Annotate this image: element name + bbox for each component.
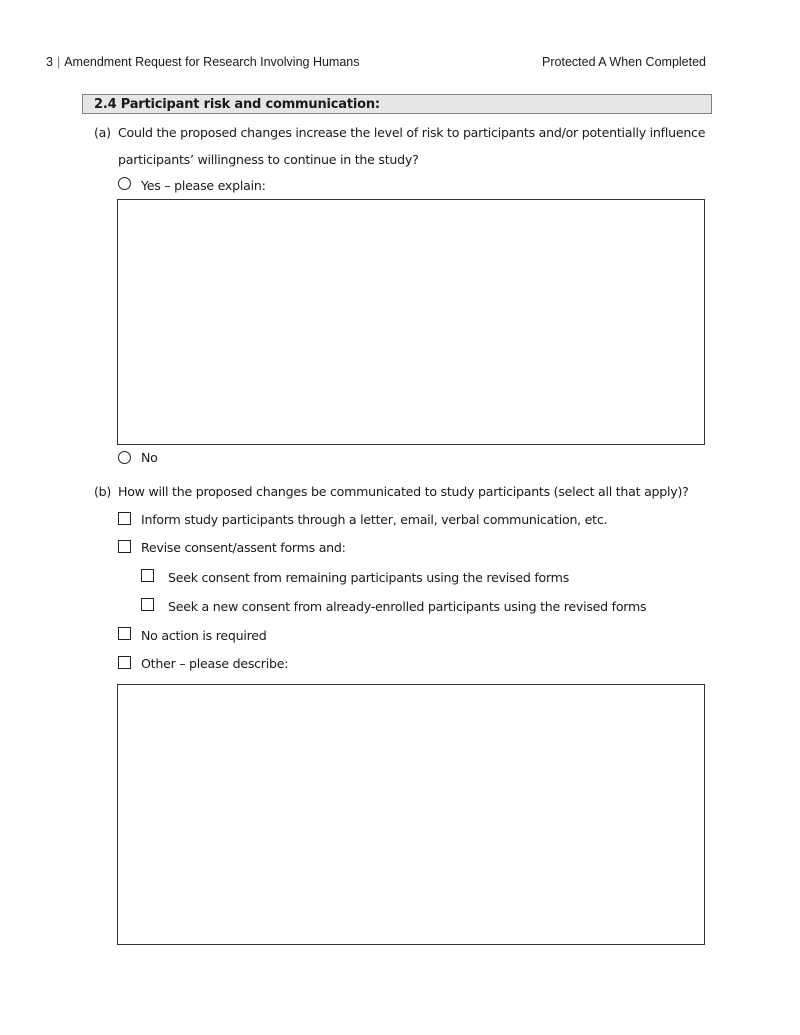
yes-option-label: Yes – please explain: <box>141 178 266 193</box>
question-a-label: (a) <box>94 125 111 140</box>
other-option-label: Other – please describe: <box>141 656 289 671</box>
question-a-text-line2: participants’ willingness to continue in the study? <box>118 152 419 167</box>
seek-new-checkbox[interactable] <box>141 598 154 611</box>
yes-explanation-textbox[interactable] <box>117 199 705 445</box>
seek-remaining-checkbox[interactable] <box>141 569 154 582</box>
header-left <box>46 55 360 69</box>
classification-label: Protected A When Completed <box>542 55 706 69</box>
question-b-label: (b) <box>94 484 112 499</box>
inform-checkbox[interactable] <box>118 512 131 525</box>
revise-consent-checkbox[interactable] <box>118 540 131 553</box>
other-description-textbox[interactable] <box>117 684 705 945</box>
no-action-option-label: No action is required <box>141 628 267 643</box>
page-header <box>46 55 706 73</box>
yes-radio[interactable] <box>118 177 131 190</box>
document-title: Amendment Request for Research Involving Humans <box>64 55 360 69</box>
question-b-text: How will the proposed changes be communicated to study participants (select all that apply)? <box>118 484 689 499</box>
question-a-text-line1: Could the proposed changes increase the level of risk to participants and/or potentially influence <box>118 125 706 140</box>
section-heading: 2.4 Participant risk and communication: <box>94 97 380 112</box>
section-heading-bar <box>82 94 712 114</box>
seek-new-option-label: Seek a new consent from already-enrolled participants using the revised forms <box>168 599 647 614</box>
other-checkbox[interactable] <box>118 656 131 669</box>
seek-remaining-option-label: Seek consent from remaining participants using the revised forms <box>168 570 570 585</box>
revise-consent-option-label: Revise consent/assent forms and: <box>141 540 346 555</box>
page-number: 3 <box>46 55 53 69</box>
no-radio[interactable] <box>118 451 131 464</box>
header-separator: | <box>56 55 61 69</box>
inform-option-label: Inform study participants through a letter, email, verbal communication, etc. <box>141 512 608 527</box>
no-option-label: No <box>141 450 158 465</box>
no-action-checkbox[interactable] <box>118 627 131 640</box>
